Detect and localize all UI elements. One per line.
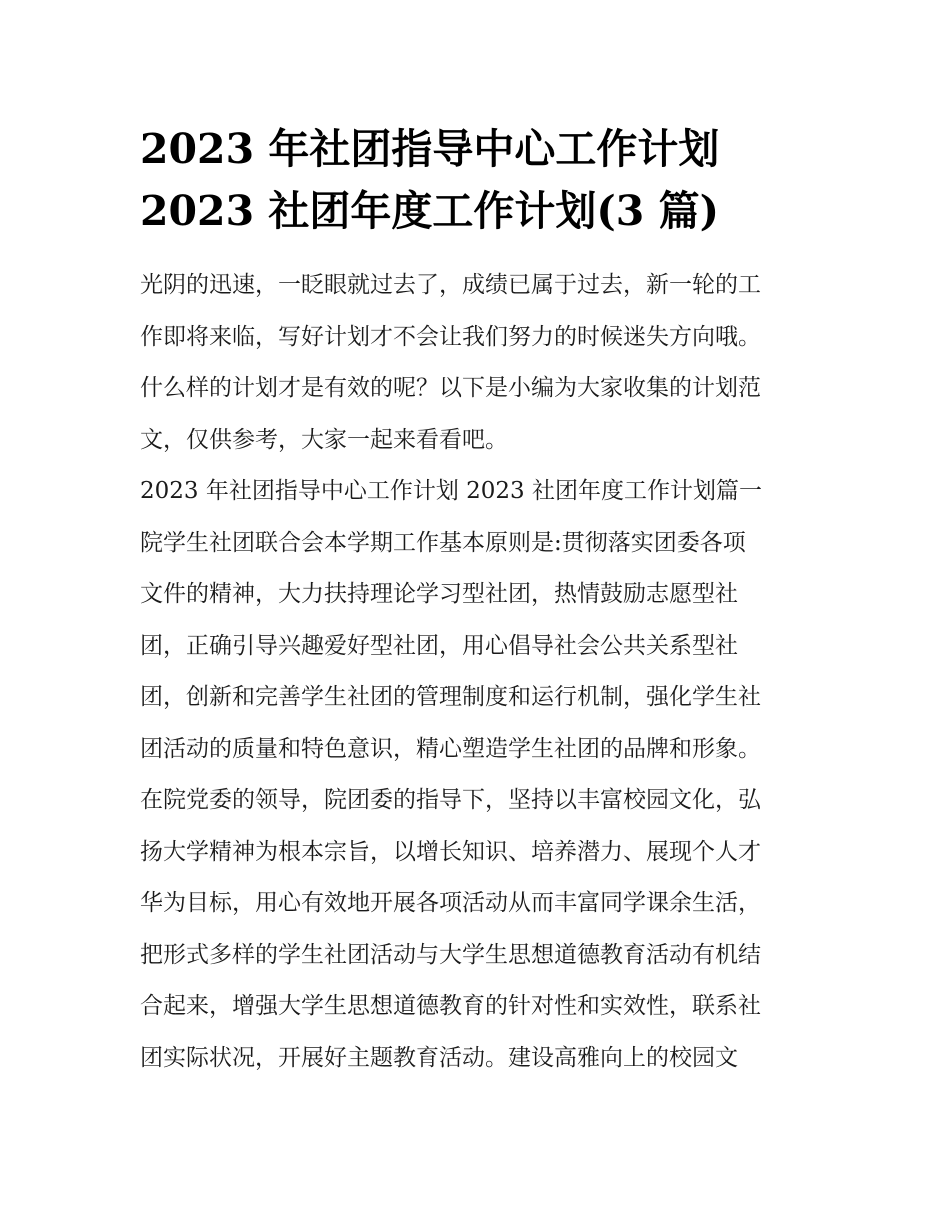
body-line: 院学生社团联合会本学期工作基本原则是:贯彻落实团委各项: [140, 529, 746, 556]
body-line: 什么样的计划才是有效的呢？以下是小编为大家收集的计划范: [140, 375, 761, 401]
title-line-2: 2023 社团年度工作计划(3 篇): [140, 187, 719, 235]
document-title: [140, 118, 812, 242]
body-line: 把形式多样的学生社团活动与大学生思想道德教育活动有机结: [140, 941, 761, 968]
body-line: 团活动的质量和特色意识，精心塑造学生社团的品牌和形象。: [140, 735, 761, 762]
body-line: 合起来，增强大学生思想道德教育的针对性和实效性，联系社: [140, 993, 761, 1019]
body-line: 扬大学精神为根本宗旨，以增长知识、培养潜力、展现个人才: [140, 838, 761, 865]
title-line-1: 2023 年社团指导中心工作计划: [140, 125, 720, 173]
document-body: [140, 260, 812, 1084]
body-line: 团，创新和完善学生社团的管理制度和运行机制，强化学生社: [140, 684, 761, 710]
document-content: [140, 118, 812, 1084]
section-heading: 2023 年社团指导中心工作计划 2023 社团年度工作计划篇一: [140, 478, 762, 504]
body-line: 华为目标，用心有效地开展各项活动从而丰富同学课余生活，: [140, 890, 761, 916]
body-line: 团，正确引导兴趣爱好型社团，用心倡导社会公共关系型社: [140, 632, 738, 659]
body-line: 作即将来临，写好计划才不会让我们努力的时候迷失方向哦。: [140, 323, 761, 350]
body-line: 光阴的迅速，一眨眼就过去了，成绩已属于过去，新一轮的工: [140, 272, 761, 298]
body-line: 在院党委的领导，院团委的指导下，坚持以丰富校园文化，弘: [140, 787, 761, 813]
body-line: 文，仅供参考，大家一起来看看吧。: [140, 426, 508, 453]
body-line: 文件的精神，大力扶持理论学习型社团，热情鼓励志愿型社: [140, 581, 738, 607]
body-line: 团实际状况，开展好主题教育活动。建设高雅向上的校园文: [140, 1044, 738, 1071]
